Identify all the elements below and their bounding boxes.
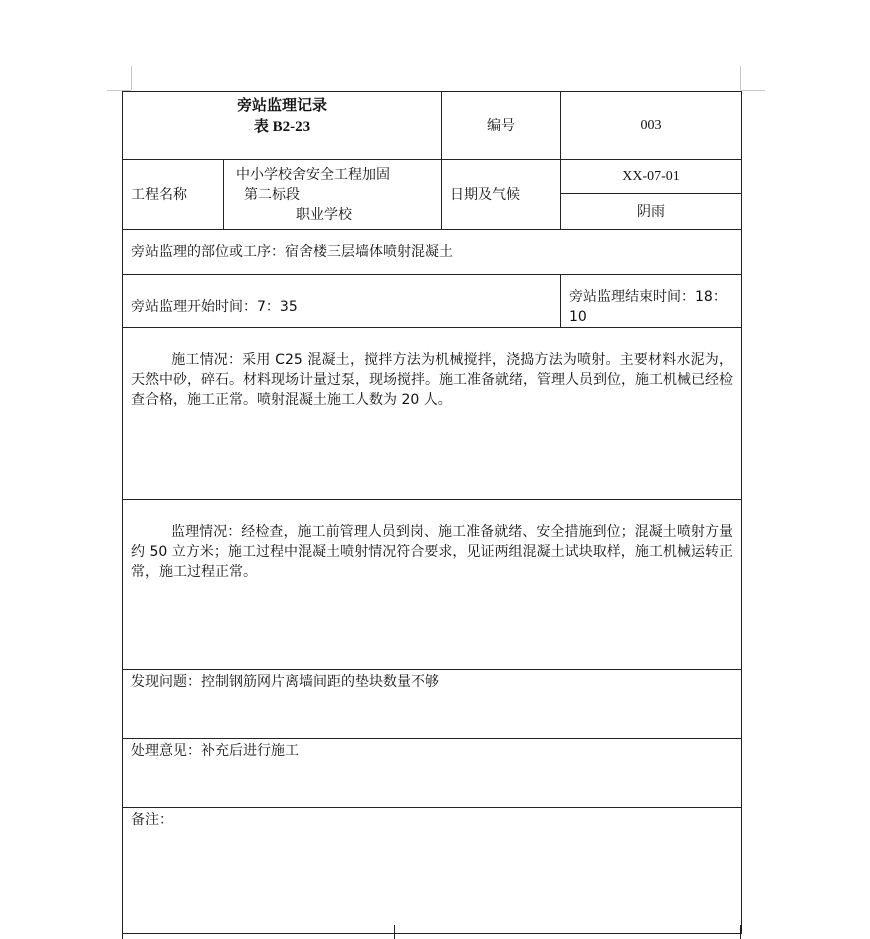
next-row-middle-border bbox=[394, 925, 395, 939]
construction-row bbox=[123, 328, 742, 500]
start-time-text: 旁站监理开始时间：7：35 bbox=[123, 275, 561, 328]
time-row bbox=[123, 275, 742, 328]
number-value: 003 bbox=[561, 92, 742, 160]
title-cell bbox=[123, 92, 442, 160]
project-name-line1: 中小学校舍安全工程加固 bbox=[236, 166, 390, 183]
location-row bbox=[123, 230, 742, 275]
header-row bbox=[123, 92, 742, 160]
project-name-cell bbox=[224, 160, 442, 230]
table-code: 表 B2-23 bbox=[253, 119, 311, 135]
next-row-right-border bbox=[740, 925, 741, 939]
problem-text: 发现问题：控制钢筋网片离墙间距的垫块数量不够 bbox=[123, 670, 742, 739]
construction-text: 施工情况：采用 C25 混凝土，搅拌方法为机械搅拌，浇捣方法为喷射。主要材料水泥为，天然中砂，碎石。材料现场计量过泵，现场搅拌。施工准备就绪，管理人员到位，施工机械已经检查合格，施工正常。喷射混凝土施工人数为 20 人。 bbox=[131, 352, 734, 408]
remarks-row bbox=[123, 808, 742, 934]
supervision-row bbox=[123, 500, 742, 670]
opinion-row bbox=[123, 739, 742, 808]
next-row-left-border bbox=[122, 925, 123, 939]
crop-mark-left-vertical bbox=[131, 66, 132, 90]
project-label: 工程名称 bbox=[123, 160, 224, 230]
project-row bbox=[123, 160, 742, 194]
number-label: 编号 bbox=[442, 92, 561, 160]
supervision-record-table bbox=[122, 91, 742, 934]
problem-row bbox=[123, 670, 742, 739]
end-time-text: 旁站监理结束时间：18：10 bbox=[561, 275, 742, 328]
remarks-text: 备注： bbox=[123, 808, 742, 934]
weather-value: 阴雨 bbox=[561, 194, 742, 230]
crop-mark-right-vertical bbox=[740, 66, 741, 90]
supervision-cell bbox=[123, 500, 742, 670]
supervision-text: 监理情况：经检查，施工前管理人员到岗、施工准备就绪、安全措施到位；混凝土喷射方量约 50 立方米；施工过程中混凝土喷射情况符合要求，见证两组混凝土试块取样，施工机械运转正常，施工过程正常。 bbox=[131, 524, 734, 580]
project-name-line3: 职业学校 bbox=[296, 206, 352, 223]
location-text: 旁站监理的部位或工序：宿舍楼三层墙体喷射混凝土 bbox=[123, 230, 742, 275]
form-title: 旁站监理记录 bbox=[237, 96, 328, 114]
date-value: XX-07-01 bbox=[561, 160, 742, 194]
date-weather-label: 日期及气候 bbox=[442, 160, 561, 230]
construction-cell bbox=[123, 328, 742, 500]
project-name-line2: 第二标段 bbox=[244, 186, 300, 203]
crop-mark-right-horizontal bbox=[741, 90, 765, 91]
opinion-text: 处理意见：补充后进行施工 bbox=[123, 739, 742, 808]
